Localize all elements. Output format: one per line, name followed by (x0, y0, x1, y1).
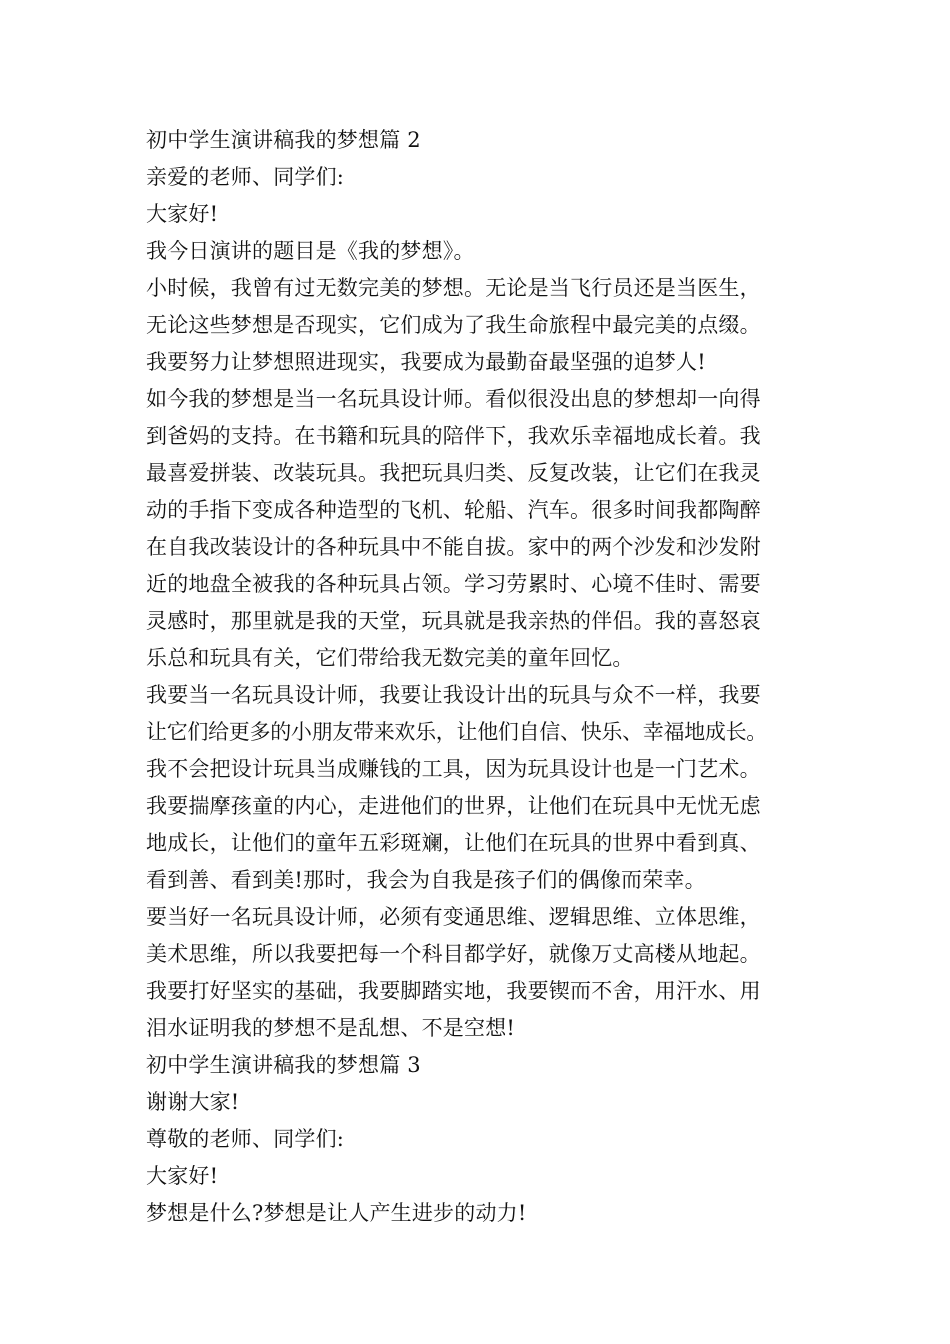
document-body (146, 122, 836, 1232)
text-line: 动的手指下变成各种造型的飞机、轮船、汽车。很多时间我都陶醉 (146, 498, 761, 522)
text-line: 美术思维，所以我要把每一个科目都学好，就像万丈高楼从地起。 (146, 942, 761, 966)
text-line: 要当好一名玩具设计师，必须有变通思维、逻辑思维、立体思维， (146, 905, 761, 929)
text-line: 我要努力让梦想照进现实，我要成为最勤奋最坚强的追梦人! (146, 350, 706, 374)
section-heading-3: 初中学生演讲稿我的梦想篇 3 (146, 1053, 421, 1077)
speech-topic: 我今日演讲的题目是《我的梦想》。 (146, 239, 475, 263)
text-line: 无论这些梦想是否现实，它们成为了我生命旅程中最完美的点缀。 (146, 313, 761, 337)
text-line: 让它们给更多的小朋友带来欢乐，让他们自信、快乐、幸福地成长。 (146, 720, 767, 744)
text-line: 地成长，让他们的童年五彩斑斓，让他们在玩具的世界中看到真、 (146, 831, 761, 855)
text-line: 最喜爱拼装、改装玩具。我把玩具归类、反复改装，让它们在我灵 (146, 461, 761, 485)
text-line: 小时候，我曾有过无数完美的梦想。无论是当飞行员还是当医生， (146, 276, 761, 300)
text-line: 在自我改装设计的各种玩具中不能自拔。家中的两个沙发和沙发附 (146, 535, 761, 559)
greeting: 大家好! (146, 202, 219, 226)
text-line: 我要打好坚实的基础，我要脚踏实地，我要锲而不舍，用汗水、用 (146, 979, 761, 1003)
text-line: 乐总和玩具有关，它们带给我无数完美的童年回忆。 (146, 646, 634, 670)
text-line: 灵感时，那里就是我的天堂，玩具就是我亲热的伴侣。我的喜怒哀 (146, 609, 761, 633)
text-line: 如今我的梦想是当一名玩具设计师。看似很没出息的梦想却一向得 (146, 387, 761, 411)
text-line: 泪水证明我的梦想不是乱想、不是空想! (146, 1016, 516, 1040)
text-line: 梦想是什么?梦想是让人产生进步的动力! (146, 1201, 527, 1225)
salutation: 亲爱的老师、同学们: (146, 165, 345, 189)
section-heading-2: 初中学生演讲稿我的梦想篇 2 (146, 128, 421, 152)
salutation: 尊敬的老师、同学们: (146, 1127, 345, 1151)
text-line: 近的地盘全被我的各种玩具占领。学习劳累时、心境不佳时、需要 (146, 572, 761, 596)
greeting: 大家好! (146, 1164, 219, 1188)
text-line: 到爸妈的支持。在书籍和玩具的陪伴下，我欢乐幸福地成长着。我 (146, 424, 761, 448)
thanks-line: 谢谢大家! (146, 1090, 240, 1114)
text-line: 我不会把设计玩具当成赚钱的工具，因为玩具设计也是一门艺术。 (146, 757, 761, 781)
text-line: 看到善、看到美!那时，我会为自我是孩子们的偶像而荣幸。 (146, 868, 706, 892)
text-line: 我要揣摩孩童的内心，走进他们的世界，让他们在玩具中无忧无虑 (146, 794, 761, 818)
text-line: 我要当一名玩具设计师，我要让我设计出的玩具与众不一样，我要 (146, 683, 761, 707)
